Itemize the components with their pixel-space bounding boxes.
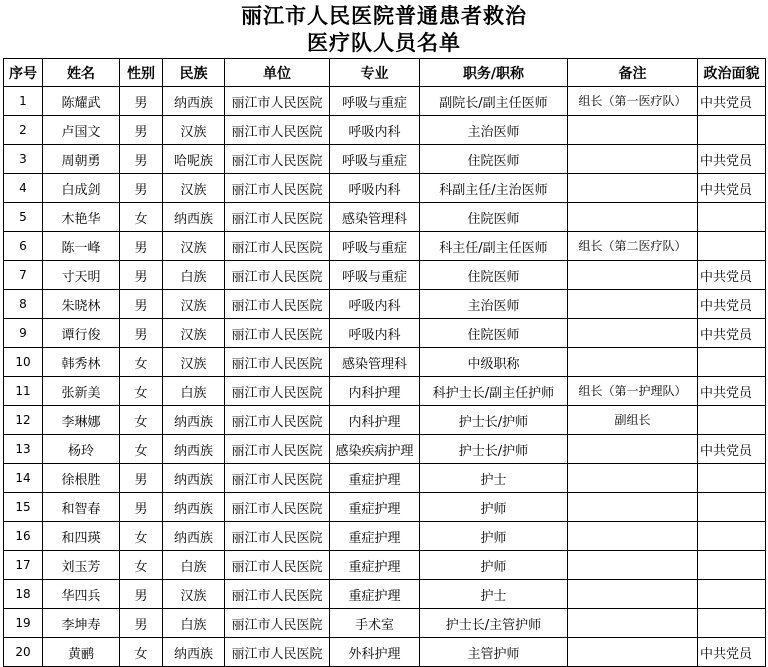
header-position: 职务/职称	[420, 59, 568, 87]
cell-gender: 男	[120, 145, 163, 174]
cell-political	[698, 406, 766, 435]
cell-specialty: 重症护理	[330, 522, 420, 551]
cell-note	[568, 638, 698, 667]
cell-unit: 丽江市人民医院	[225, 145, 330, 174]
cell-seq: 8	[4, 290, 43, 319]
cell-unit: 丽江市人民医院	[225, 319, 330, 348]
cell-political	[698, 609, 766, 638]
cell-name: 周朝勇	[43, 145, 120, 174]
header-note: 备注	[568, 59, 698, 87]
cell-political: 中共党员	[698, 638, 766, 667]
cell-ethnicity: 纳西族	[163, 464, 225, 493]
cell-specialty: 感染管理科	[330, 348, 420, 377]
cell-political: 中共党员	[698, 87, 766, 116]
cell-name: 黄鹂	[43, 638, 120, 667]
cell-political	[698, 348, 766, 377]
cell-unit: 丽江市人民医院	[225, 290, 330, 319]
table-row	[4, 261, 766, 290]
table-row	[4, 377, 766, 406]
header-ethnicity: 民族	[163, 59, 225, 87]
table-row	[4, 522, 766, 551]
cell-specialty: 内科护理	[330, 406, 420, 435]
cell-political: 中共党员	[698, 377, 766, 406]
cell-note	[568, 116, 698, 145]
cell-political: 中共党员	[698, 290, 766, 319]
cell-gender: 女	[120, 522, 163, 551]
cell-political: 中共党员	[698, 261, 766, 290]
cell-position: 住院医师	[420, 203, 568, 232]
cell-note	[568, 174, 698, 203]
cell-specialty: 手术室	[330, 609, 420, 638]
cell-position: 中级职称	[420, 348, 568, 377]
cell-unit: 丽江市人民医院	[225, 232, 330, 261]
cell-unit: 丽江市人民医院	[225, 406, 330, 435]
cell-unit: 丽江市人民医院	[225, 435, 330, 464]
cell-specialty: 重症护理	[330, 493, 420, 522]
cell-position: 科主任/副主任医师	[420, 232, 568, 261]
header-name: 姓名	[43, 59, 120, 87]
cell-name: 李坤寿	[43, 609, 120, 638]
cell-seq: 14	[4, 464, 43, 493]
table-row	[4, 435, 766, 464]
cell-ethnicity: 汉族	[163, 116, 225, 145]
cell-name: 卢国文	[43, 116, 120, 145]
cell-note	[568, 261, 698, 290]
cell-specialty: 呼吸内科	[330, 116, 420, 145]
cell-gender: 男	[120, 116, 163, 145]
table-row	[4, 319, 766, 348]
roster-body	[4, 87, 766, 667]
cell-position: 主治医师	[420, 116, 568, 145]
cell-unit: 丽江市人民医院	[225, 203, 330, 232]
cell-political	[698, 116, 766, 145]
cell-unit: 丽江市人民医院	[225, 116, 330, 145]
table-row	[4, 116, 766, 145]
cell-position: 科副主任/主治医师	[420, 174, 568, 203]
cell-specialty: 重症护理	[330, 580, 420, 609]
cell-note	[568, 580, 698, 609]
table-row	[4, 580, 766, 609]
table-row	[4, 232, 766, 261]
cell-ethnicity: 汉族	[163, 290, 225, 319]
cell-position: 主治医师	[420, 290, 568, 319]
cell-seq: 1	[4, 87, 43, 116]
cell-gender: 女	[120, 638, 163, 667]
table-row	[4, 145, 766, 174]
cell-note: 组长（第一医疗队）	[568, 87, 698, 116]
cell-note	[568, 348, 698, 377]
cell-position: 科护士长/副主任护师	[420, 377, 568, 406]
cell-gender: 男	[120, 609, 163, 638]
cell-specialty: 呼吸内科	[330, 319, 420, 348]
cell-specialty: 感染疾病护理	[330, 435, 420, 464]
cell-seq: 13	[4, 435, 43, 464]
cell-specialty: 呼吸与重症	[330, 232, 420, 261]
cell-ethnicity: 哈呢族	[163, 145, 225, 174]
roster-table	[3, 58, 766, 667]
cell-name: 陈一峰	[43, 232, 120, 261]
cell-note	[568, 435, 698, 464]
cell-name: 杨玲	[43, 435, 120, 464]
cell-seq: 5	[4, 203, 43, 232]
cell-seq: 2	[4, 116, 43, 145]
cell-name: 张新美	[43, 377, 120, 406]
cell-name: 李琳娜	[43, 406, 120, 435]
cell-position: 副院长/副主任医师	[420, 87, 568, 116]
cell-unit: 丽江市人民医院	[225, 580, 330, 609]
cell-gender: 女	[120, 348, 163, 377]
cell-seq: 11	[4, 377, 43, 406]
cell-name: 徐根胜	[43, 464, 120, 493]
cell-ethnicity: 纳西族	[163, 638, 225, 667]
cell-note	[568, 522, 698, 551]
cell-position: 护士长/护师	[420, 406, 568, 435]
cell-specialty: 重症护理	[330, 464, 420, 493]
cell-gender: 男	[120, 290, 163, 319]
cell-specialty: 呼吸内科	[330, 290, 420, 319]
cell-position: 护士	[420, 464, 568, 493]
cell-gender: 男	[120, 174, 163, 203]
cell-ethnicity: 纳西族	[163, 406, 225, 435]
cell-ethnicity: 白族	[163, 609, 225, 638]
cell-specialty: 内科护理	[330, 377, 420, 406]
cell-position: 主管护师	[420, 638, 568, 667]
cell-ethnicity: 汉族	[163, 319, 225, 348]
cell-note: 副组长	[568, 406, 698, 435]
cell-position: 护士长/主管护师	[420, 609, 568, 638]
cell-ethnicity: 纳西族	[163, 522, 225, 551]
cell-unit: 丽江市人民医院	[225, 377, 330, 406]
header-gender: 性别	[120, 59, 163, 87]
table-row	[4, 174, 766, 203]
cell-note	[568, 145, 698, 174]
cell-unit: 丽江市人民医院	[225, 551, 330, 580]
cell-position: 护士长/护师	[420, 435, 568, 464]
cell-ethnicity: 汉族	[163, 348, 225, 377]
cell-name: 刘玉芳	[43, 551, 120, 580]
cell-position: 护师	[420, 493, 568, 522]
cell-seq: 3	[4, 145, 43, 174]
cell-gender: 女	[120, 435, 163, 464]
cell-note	[568, 203, 698, 232]
cell-unit: 丽江市人民医院	[225, 348, 330, 377]
cell-seq: 7	[4, 261, 43, 290]
cell-gender: 男	[120, 464, 163, 493]
cell-political	[698, 522, 766, 551]
cell-political	[698, 232, 766, 261]
cell-name: 朱晓林	[43, 290, 120, 319]
cell-seq: 4	[4, 174, 43, 203]
cell-specialty: 感染管理科	[330, 203, 420, 232]
cell-specialty: 呼吸内科	[330, 174, 420, 203]
cell-name: 白成剑	[43, 174, 120, 203]
cell-gender: 男	[120, 493, 163, 522]
cell-gender: 女	[120, 406, 163, 435]
header-specialty: 专业	[330, 59, 420, 87]
cell-gender: 女	[120, 377, 163, 406]
cell-seq: 6	[4, 232, 43, 261]
cell-position: 住院医师	[420, 319, 568, 348]
cell-political: 中共党员	[698, 145, 766, 174]
cell-political	[698, 580, 766, 609]
header-political: 政治面貌	[698, 59, 766, 87]
cell-political	[698, 464, 766, 493]
cell-ethnicity: 白族	[163, 377, 225, 406]
cell-note	[568, 290, 698, 319]
cell-specialty: 外科护理	[330, 638, 420, 667]
cell-note	[568, 493, 698, 522]
cell-ethnicity: 纳西族	[163, 435, 225, 464]
cell-name: 陈耀武	[43, 87, 120, 116]
table-row	[4, 348, 766, 377]
cell-political: 中共党员	[698, 435, 766, 464]
cell-political: 中共党员	[698, 319, 766, 348]
cell-political: 中共党员	[698, 174, 766, 203]
cell-name: 谭行俊	[43, 319, 120, 348]
cell-seq: 20	[4, 638, 43, 667]
cell-unit: 丽江市人民医院	[225, 464, 330, 493]
cell-gender: 女	[120, 203, 163, 232]
cell-note	[568, 464, 698, 493]
document-title	[0, 0, 768, 57]
cell-position: 护士	[420, 580, 568, 609]
cell-position: 护师	[420, 551, 568, 580]
cell-name: 华四兵	[43, 580, 120, 609]
table-row	[4, 203, 766, 232]
cell-unit: 丽江市人民医院	[225, 609, 330, 638]
table-row	[4, 551, 766, 580]
cell-ethnicity: 汉族	[163, 580, 225, 609]
cell-gender: 男	[120, 580, 163, 609]
cell-seq: 16	[4, 522, 43, 551]
cell-gender: 女	[120, 551, 163, 580]
cell-seq: 18	[4, 580, 43, 609]
header-seq: 序号	[4, 59, 43, 87]
cell-ethnicity: 白族	[163, 551, 225, 580]
cell-name: 寸天明	[43, 261, 120, 290]
cell-political	[698, 551, 766, 580]
cell-name: 木艳华	[43, 203, 120, 232]
cell-specialty: 呼吸与重症	[330, 145, 420, 174]
title-line-2: 医疗队人员名单	[307, 30, 461, 55]
table-row	[4, 464, 766, 493]
cell-ethnicity: 汉族	[163, 232, 225, 261]
table-row	[4, 638, 766, 667]
cell-seq: 12	[4, 406, 43, 435]
cell-note	[568, 609, 698, 638]
cell-name: 韩秀林	[43, 348, 120, 377]
cell-note	[568, 319, 698, 348]
table-row	[4, 290, 766, 319]
cell-note: 组长（第二医疗队）	[568, 232, 698, 261]
cell-note	[568, 551, 698, 580]
cell-gender: 男	[120, 232, 163, 261]
cell-name: 和智春	[43, 493, 120, 522]
cell-gender: 男	[120, 87, 163, 116]
cell-position: 住院医师	[420, 261, 568, 290]
header-row	[4, 59, 766, 87]
cell-position: 护师	[420, 522, 568, 551]
cell-note: 组长（第一护理队）	[568, 377, 698, 406]
table-row	[4, 87, 766, 116]
cell-ethnicity: 纳西族	[163, 493, 225, 522]
cell-ethnicity: 汉族	[163, 174, 225, 203]
title-line-1: 丽江市人民医院普通患者救治	[241, 3, 527, 28]
cell-gender: 男	[120, 261, 163, 290]
cell-name: 和四瑛	[43, 522, 120, 551]
cell-seq: 10	[4, 348, 43, 377]
cell-political	[698, 493, 766, 522]
cell-seq: 15	[4, 493, 43, 522]
cell-gender: 男	[120, 319, 163, 348]
cell-unit: 丽江市人民医院	[225, 87, 330, 116]
cell-ethnicity: 白族	[163, 261, 225, 290]
table-row	[4, 493, 766, 522]
table-row	[4, 609, 766, 638]
cell-seq: 17	[4, 551, 43, 580]
cell-specialty: 呼吸与重症	[330, 87, 420, 116]
cell-unit: 丽江市人民医院	[225, 493, 330, 522]
cell-specialty: 呼吸与重症	[330, 261, 420, 290]
cell-unit: 丽江市人民医院	[225, 261, 330, 290]
cell-ethnicity: 纳西族	[163, 87, 225, 116]
cell-unit: 丽江市人民医院	[225, 638, 330, 667]
cell-seq: 19	[4, 609, 43, 638]
cell-political	[698, 203, 766, 232]
cell-unit: 丽江市人民医院	[225, 174, 330, 203]
cell-seq: 9	[4, 319, 43, 348]
cell-ethnicity: 纳西族	[163, 203, 225, 232]
cell-unit: 丽江市人民医院	[225, 522, 330, 551]
cell-specialty: 重症护理	[330, 551, 420, 580]
cell-position: 住院医师	[420, 145, 568, 174]
table-row	[4, 406, 766, 435]
header-unit: 单位	[225, 59, 330, 87]
